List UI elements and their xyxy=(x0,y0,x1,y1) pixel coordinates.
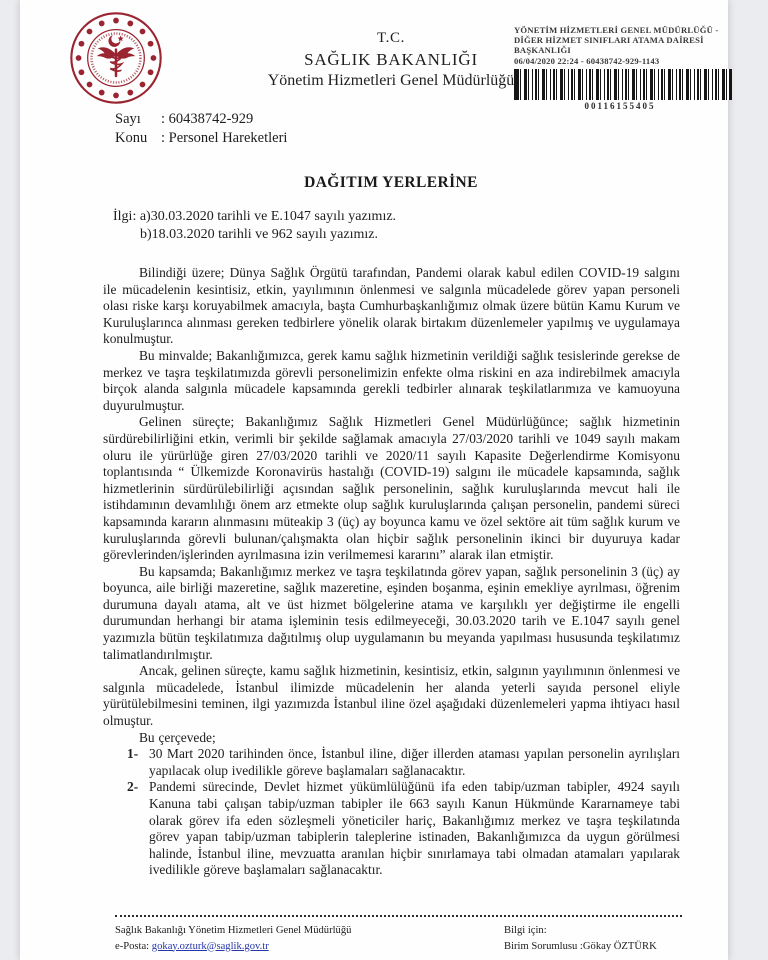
frame-line: Bu çerçevede; xyxy=(139,729,216,745)
paragraph-5: Ancak, gelinen süreçte, kamu sağlık hizmetinin, kesintisiz, etkin, salgının yayılımının önlenmesi ve salgınla mücadelede, İstanbul ilimizde mücadelenin her alanda yeterli sayıda personel eliyle yürütülebilmesini teminen, ilgi yazımızda İstanbul iline özel aşağıdaki düzenlemeleri yapma ihtiyacı hasıl olmuştur. xyxy=(103,663,680,729)
letterhead-tc: T.C. xyxy=(377,30,405,46)
stamp-date-line: 06/04/2020 22:24 - 60438742-929-1143 xyxy=(514,56,660,66)
references-block xyxy=(113,208,396,243)
paragraph-4: Bu kapsamda; Bakanlığımız merkez ve taşra teşkilatında görev yapan, sağlık personelinin 3 (üç) ay boyunca, aile birliği mazeretine, sağlık mazeretine, eşinden boşanma, eşinin emekliye ayrılması, öğrenim durumuna dayalı atama, alt ve üst hizmet bölgelerine atama ve karşılıklı yer değiştirme ile engelli durumundan herhangi bir atama işleminin tesis edilmeyeceği, 30.03.2020 tarih ve E.1047 sayılı genel yazımızla bütün teşkilatımıza dağıtılmış olup uygulamanın bu meyanda yapılması hususunda teşkilatımız talimatlandırılmıştır. xyxy=(103,563,680,662)
stamp-line-1: YÖNETİM HİZMETLERİ GENEL MÜDÜRLÜĞÜ - xyxy=(514,25,719,35)
paragraph-2: Bu minvalde; Bakanlığımızca, gerek kamu sağlık hizmetinin verildiği sağlık tesislerinde gerekse de merkez ve taşra teşkilatımızda görevli personelimizin enfekte olma riskini en aza indirebilmek amacıyla birçok alanda salgınla mücadele kapsamında gerekli tedbirler alınarak teşkilatlarımıza ve kamuoyuna duyurulmuştur. xyxy=(103,347,680,413)
konu-label: Konu xyxy=(115,129,148,146)
list-item-number: 2- xyxy=(127,779,139,795)
numbered-list xyxy=(127,746,680,879)
document-page xyxy=(20,0,728,960)
recipient-heading: DAĞITIM YERLERİNE xyxy=(304,174,478,191)
barcode xyxy=(514,69,732,100)
letter-footer xyxy=(115,915,682,954)
footer-org: Sağlık Bakanlığı Yönetim Hizmetleri Genel Müdürlüğü xyxy=(115,925,352,936)
stamp-line-2: DİĞER HİZMET SINIFLARI ATAMA DAİRESİ xyxy=(514,35,704,45)
konu-value: : Personel Hareketleri xyxy=(161,129,288,146)
photo-margin-left xyxy=(0,0,20,960)
footer-left-column xyxy=(115,923,351,954)
reference-b: b)18.03.2020 tarihli ve 962 sayılı yazımız. xyxy=(140,226,378,242)
footer-divider xyxy=(115,915,682,917)
footer-email-row xyxy=(115,939,351,955)
footer-email-link[interactable]: gokay.ozturk@saglik.gov.tr xyxy=(151,940,269,952)
footer-contact: Birim Sorumlusu :Gökay ÖZTÜRK xyxy=(504,940,657,952)
sayi-value: : 60438742-929 xyxy=(161,111,254,127)
stamp-line-3: BAŞKANLIĞI xyxy=(514,45,571,55)
paragraph-1: Bilindiği üzere; Dünya Sağlık Örgütü tarafından, Pandemi olarak kabul edilen COVID-19 salgını ile mücadelenin kesintisiz, etkin, yayılımının önlenmesi ve salgınla mücadelede görev yapan personeli olası riske karşı koruyabilmek amacıyla, başta Cumhurbaşkanlığımız olmak üzere bütün Kamu Kurum ve Kuruluşlarınca alınması gereken tedbirlere yönelik olarak birtakım düzenlemeler yapılmış ve uygulamaya konulmuştur. xyxy=(103,265,680,347)
konu-row xyxy=(115,129,287,148)
letterhead-directorate: Yönetim Hizmetleri Genel Müdürlüğü xyxy=(267,72,515,89)
sayi-label: Sayı xyxy=(115,111,141,127)
paragraph-3: Gelinen süreçte; Bakanlığımız Sağlık Hizmetleri Genel Müdürlüğünce; sağlık hizmetinin sürdürebilirliğini etkin, verimli bir şekilde sağlamak amacıyla 27/03/2020 tarihli ve 1049 sayılı makam oluru ile yürürlüğe giren 27/03/2020 tarihli ve 2020/11 sayılı Kapasite Değerlendirme Komisyonu toplantısında “ Ülkemizde Koronavirüs hastalığı (COVID-19) salgını ile mücadele kapsamında, sağlık hizmetlerinin sürdürülebilirliği açısından sağlık personelinin, sağlık kuruluşlarında mevcut hali ile istihdamının devamlılığı önem arz etmekte olup sağlık kuruluşlarında çalışan personelin, pandemi süreci kapsamında kararın alınmasını müteakip 3 (üç) ay boyunca kamu ve özel sektöre ait tüm sağlık kurum ve kuruluşlarında görevli bulunan/çalışmakta olan hiçbir sağlık personelinin ikinci bir duyuruya kadar görevlerinden/işlerinden ayrılmasına izin verilmemesi kararını” alarak ilan etmiştir. xyxy=(103,414,680,563)
barcode-number: 00116155405 xyxy=(584,101,656,111)
photo-margin-right xyxy=(728,0,768,960)
list-item xyxy=(127,746,680,779)
list-item-text: Pandemi sürecinde, Devlet hizmet yükümlülüğünü ifa eden tabip/uzman tabipler, 4924 sayılı Kanuna tabi çalışan tabip/uzman tabipler ile 663 sayılı Kanun Hükmünde Kararnameye tabi olarak görev ifa eden sözleşmeli yöneticiler hariç, Bakanlığımız merkez ve taşra teşkilatında görev yapan tabip/uzman tabiplerin taleplerine istinaden, Bakanlığımızca da uygun görülmesi halinde, İstanbul iline, mevzuatta aranılan hiçbir sınırlamaya tabi olmadan atamaları yapılarak ivedilikle göreve başlamaları sağlanacaktır. xyxy=(149,779,680,878)
reference-a: İlgi: a)30.03.2020 tarihli ve E.1047 sayılı yazımız. xyxy=(113,209,397,224)
footer-right-column xyxy=(504,923,682,954)
letter-body xyxy=(103,265,680,879)
letterhead-ministry: SAĞLIK BAKANLIĞI xyxy=(304,50,478,69)
sayi-row xyxy=(115,110,287,129)
footer-email-label: e-Posta: xyxy=(115,940,150,952)
list-item-text: 30 Mart 2020 tarihinden önce, İstanbul iline, diğer illerden ataması yapılan personelin ayrılışları yapılacak olup ivedilikle göreve başlamaları sağlanacaktır. xyxy=(149,746,680,778)
registration-stamp xyxy=(514,25,730,111)
list-item xyxy=(127,779,680,879)
footer-info-label: Bilgi için: xyxy=(504,925,547,936)
list-item-number: 1- xyxy=(127,746,139,762)
document-meta xyxy=(115,110,287,147)
